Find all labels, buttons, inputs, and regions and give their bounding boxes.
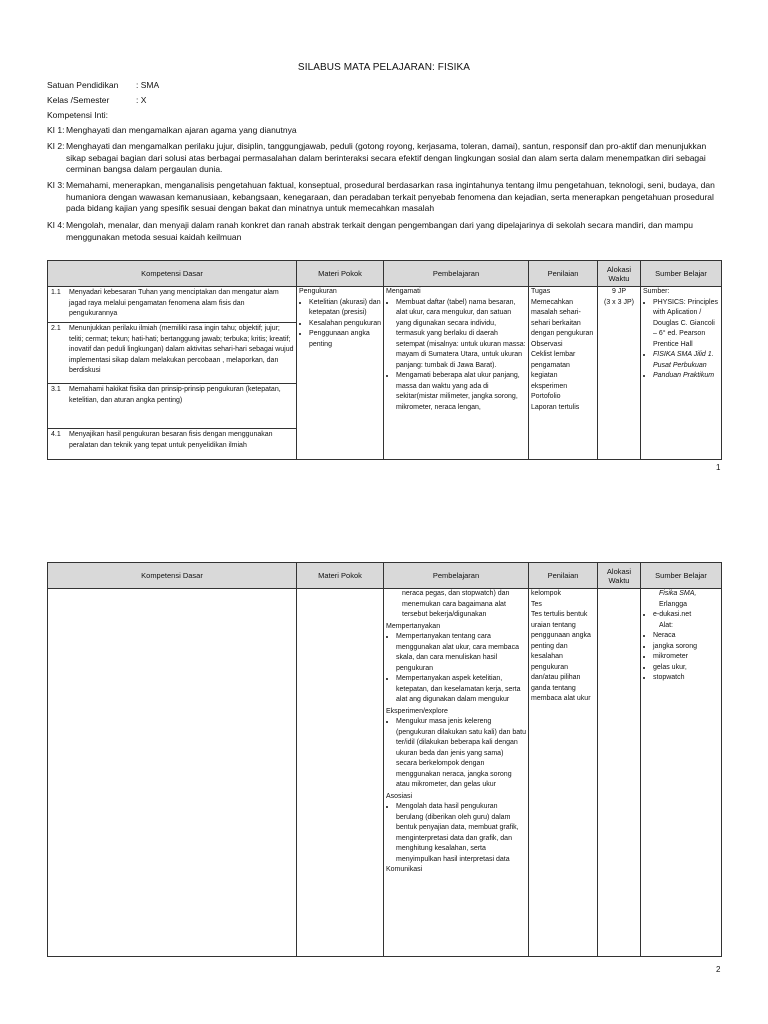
header-kompetensi-dasar: Kompetensi Dasar [48,563,297,589]
header-materi-pokok: Materi Pokok [297,261,384,287]
asosiasi-list [386,802,526,865]
list-item: • e-dukasi.net [653,610,719,621]
list-item: • Neraca [653,631,719,642]
document-title: SILABUS MATA PELAJARAN: FISIKA [297,62,471,73]
kd-cell [48,287,297,460]
header-kompetensi-dasar: Kompetensi Dasar [48,261,297,287]
table-row [48,287,722,460]
header-pembelajaran: Pembelajaran [384,261,529,287]
table-header-row [48,261,722,287]
penilaian-line: Memecahkan masalah sehari-sehari berkaitan dengan pengukuran [531,298,594,337]
ki-4 [47,220,727,243]
list-item: • jangka sorong [653,642,719,653]
ki-number: KI 2: [47,141,65,151]
list-item: • stopwatch [653,673,719,684]
kompetensi-inti-label: Kompetensi Inti: [47,110,108,120]
satuan-pendidikan-row [47,80,159,90]
alokasi-line: (3 x 3 JP) [604,298,634,306]
kd-item: 2.1 Menunjukkan perilaku ilmiah (memiliki rasa ingin tahu; objektif; jujur; teliti; cermat; tekun; hati-hati; bertanggung jawab; terbuka; kritis; kreatif; inovatif dan peduli lingkungan) dalam aktivitas sehari-hari sebagai wujud implementasi sikap dalam melakukan percobaan , melaporkan, dan berdiskusi [48,323,296,384]
silabus-table-page-1 [47,260,722,460]
list-item: • PHYSICS: Principles with Aplication / Douglas C. Giancoli – 6° ed. Pearson Prentice Hall [653,298,719,351]
ki-number: KI 4: [47,220,65,230]
sumber-list [643,298,719,382]
penilaian-line: Tes [531,600,542,608]
mempertanyakan-list [386,632,526,706]
penilaian-cell [529,287,598,460]
alat-label: Alat: [659,621,674,629]
penilaian-cell [529,589,598,957]
materi-title: Pengukuran [299,288,337,295]
sumber-line: Erlangga [659,600,688,608]
penilaian-line: Ceklist lembar pengamatan kegiatan eksperimen [531,351,576,390]
pembelajaran-cell [384,589,529,957]
header-alokasi-waktu: Alokasi Waktu [598,563,641,589]
table-row [48,589,722,957]
kelas-semester-row [47,95,146,105]
sumber-title: Sumber: [643,288,670,295]
list-item: • Mempertanyakan aspek ketelitian, ketepatan, dan keselamatan kerja, serta alat ang digunakan dalam mengukur [396,674,526,706]
kd-cell [48,589,297,957]
header-sumber-belajar: Sumber Belajar [641,563,722,589]
ki-text: Menghayati dan mengamalkan perilaku jujur, disiplin, tanggungjawab, peduli (gotong royong, kerjasama, toleran, damai), santun, responsif dan pro-aktif dan menunjukkan sikap sebagai bagian dari solusi atas berbagai permasalahan dalam berinteraksi secara efektif dengan lingkungan sosial dan alam serta dalam menempatkan diri sebagai cerminan bangsa dalam pergaulan dunia. [66,141,707,174]
ki-text: Memahami, menerapkan, menganalisis pengetahuan faktual, konseptual, prosedural berdasarkan rasa ingintahunya tentang ilmu pengetahuan, teknologi, seni, budaya, dan humaniora dengan wawasan kemanusiaan, kebangsaan, kenegaraan, dan peradaban terkait penyebab fenomena dan kejadian, serta menerapkan pengetahuan prosedural pada bidang kajian yang spesifik sesuai dengan bakat dan minatnya untuk memecahkan masalah [66,180,715,213]
header-penilaian: Penilaian [529,261,598,287]
list-item: • gelas ukur, [653,663,719,674]
alat-list [643,631,719,684]
satuan-pendidikan-label: Satuan Pendidikan [47,80,119,90]
materi-list [299,298,381,351]
header-alokasi-waktu: Alokasi Waktu [598,261,641,287]
alokasi-line: 9 JP [611,288,626,295]
header-penilaian: Penilaian [529,563,598,589]
ki-2 [47,141,727,176]
list-item: • Membuat daftar (tabel) nama besaran, alat ukur, cara mengukur, dan satuan yang digunakan secara individu, termasuk yang berlaku di daerah setempat (misalnya: untuk ukuran massa: mayam di Sumatera Utara, untuk ukuran panjang: tumbak di Jawa Barat). [396,298,526,372]
list-item: • Mempertanyakan tentang cara menggunakan alat ukur, cara membaca skala, dan cara menuliskan hasil pengukuran [396,632,526,674]
sumber-list [643,610,719,621]
ki-number: KI 3: [47,180,65,190]
alokasi-waktu-cell [598,589,641,957]
header-pembelajaran: Pembelajaran [384,563,529,589]
section-heading-eksperimen: Eksperimen/explore [386,707,448,715]
satuan-pendidikan-value: : SMA [136,80,160,90]
sumber-line: Fisika SMA, [659,590,697,597]
page-number: 1 [716,463,721,472]
penilaian-line: kelompok [531,590,561,597]
alokasi-waktu-cell [598,287,641,460]
list-item: • Mengolah data hasil pengukuran berulang (diberikan oleh guru) dalam bentuk penyajian data, membuat grafik, menginterpretasi data dan grafik, dan menghitung kesalahan, serta menyimpulkan hasil interpretasi data [396,802,526,865]
kelas-semester-value: : X [136,95,147,105]
header-materi-pokok: Materi Pokok [297,563,384,589]
kd-item: 4.1 Menyajikan hasil pengukuran besaran fisis dengan menggunakan peralatan dan teknik yang tepat untuk penyelidikan ilmiah [51,431,273,449]
header-sumber-belajar: Sumber Belajar [641,261,722,287]
section-heading-mempertanyakan: Mempertanyakan [386,622,441,630]
page-number: 2 [716,965,721,974]
ki-1 [47,125,727,137]
section-heading-asosiasi: Asosiasi [386,792,413,800]
pembelajaran-cell [384,287,529,460]
penilaian-line: Tes tertulis bentuk uraian tentang penggunaan angka penting dan kesalahan pengukuran dan/atau pilihan ganda tentang membaca alat ukur [531,611,591,702]
list-item: • Mengukur masa jenis kelereng (pengukuran dilakukan satu kali) dan batu ter/idil (dilakukan beberapa kali dengan ukuran beda dan jenis yang sama) secara berkelompok dengan menggunakan neraca, jangka sorong atau mikrometer, dan gelas ukur [396,717,526,791]
penilaian-line: Observasi [531,340,563,348]
list-item: • Penggunaan angka penting [309,329,381,350]
sumber-belajar-cell [641,589,722,957]
list-item: • Kesalahan pengukuran [309,319,381,330]
kelas-semester-label: Kelas /Semester [47,95,110,105]
list-item: • Ketelitian (akurasi) dan ketepatan (presisi) [309,298,381,319]
kd-item: 1.1 Menyadari kebesaran Tuhan yang menciptakan dan mengatur alam jagad raya melalui pengamatan fenomena alam fisis dan pengukurannya [48,287,296,323]
penilaian-line: Laporan tertulis [531,403,580,411]
ki-3 [47,180,727,215]
pembelajaran-continued: neraca pegas, dan stopwatch) dan menemukan cara bagaimana alat tersebut bekerja/digunakan [402,590,510,618]
kd-item: 3.1 Memahami hakikat fisika dan prinsip-prinsip pengukuran (ketepatan, ketelitian, dan aturan angka penting) [48,384,296,429]
ki-number: KI 1: [47,125,65,135]
table-header-row [48,563,722,589]
pembelajaran-list [386,298,526,414]
section-heading-mengamati: Mengamati [386,288,421,295]
materi-pokok-cell [297,287,384,460]
sumber-belajar-cell [641,287,722,460]
list-item: • Panduan Praktikum [653,371,719,382]
eksperimen-list [386,717,526,791]
materi-pokok-cell [297,589,384,957]
ki-text: Mengolah, menalar, dan menyaji dalam ranah konkret dan ranah abstrak terkait dengan pengembangan dari yang dipelajarinya di sekolah secara mandiri, dan mampu menggunakan metoda sesuai kaidah keilmuan [66,220,694,242]
ki-text: Menghayati dan mengamalkan ajaran agama yang dianutnya [66,125,297,135]
list-item: • Mengamati beberapa alat ukur panjang, massa dan waktu yang ada di sekitar(mistar milimeter, jangka sorong, mikrometer, neraca lengan, [396,371,526,413]
penilaian-line: Portofolio [531,393,561,400]
section-heading-komunikasi: Komunikasi [386,866,423,873]
list-item: • mikrometer [653,652,719,663]
silabus-table-page-2 [47,562,722,957]
penilaian-line: Tugas [531,288,551,295]
list-item: • FISIKA SMA Jilid 1. Pusat Perbukuan [653,350,719,371]
